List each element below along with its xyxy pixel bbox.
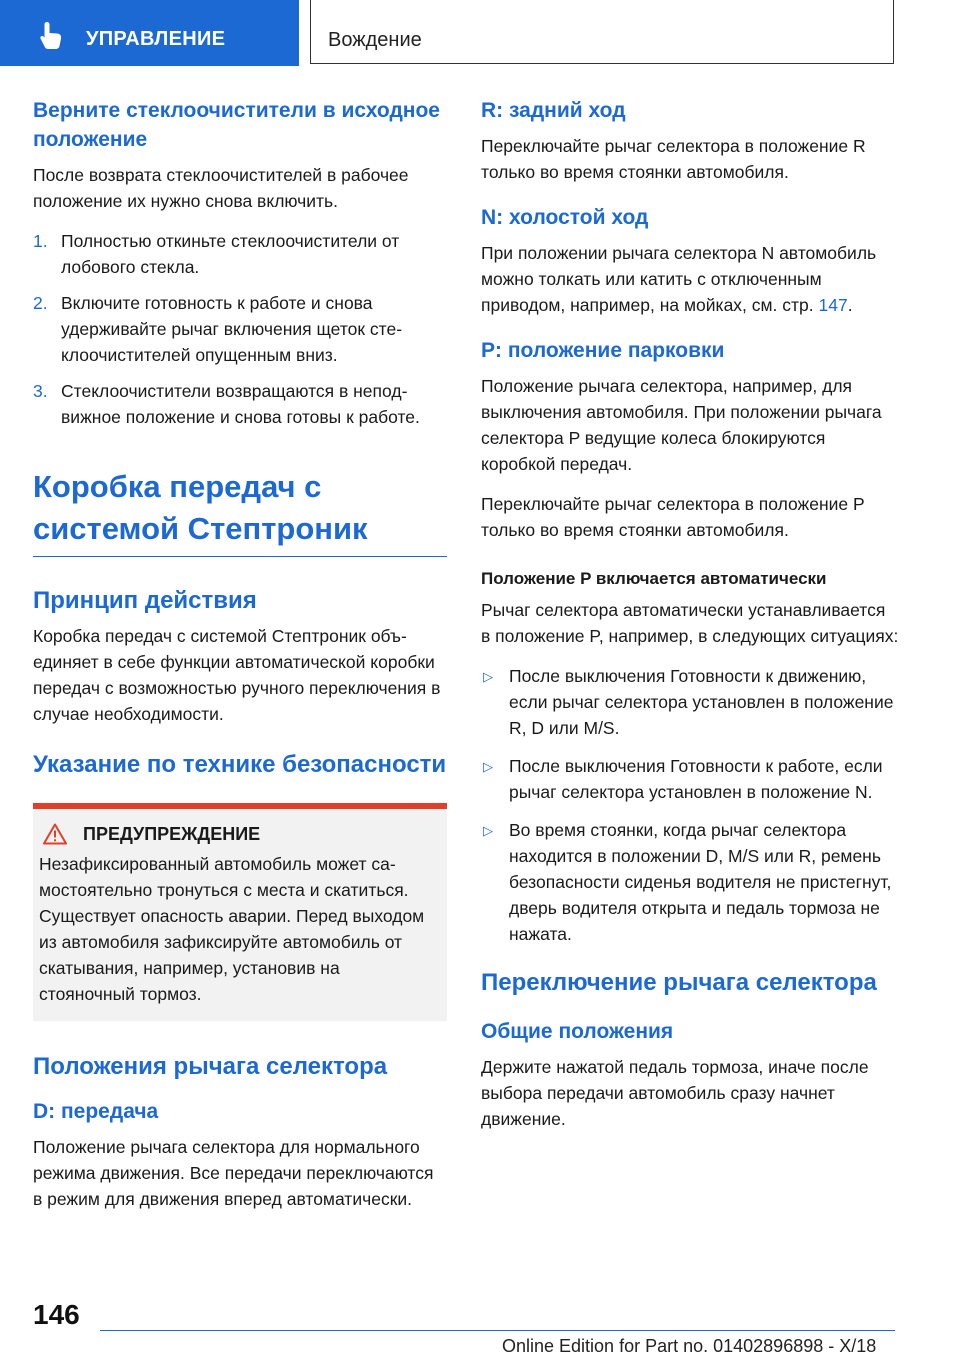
warning-box bbox=[33, 803, 447, 1021]
page-number: 146 bbox=[33, 1299, 80, 1330]
r-text: Переключайте рычаг селектора в положение R только во время стоянки автомобиля. bbox=[481, 136, 866, 182]
r-heading: R: задний ход bbox=[481, 99, 626, 122]
auto-heading: Положение P включается автоматически bbox=[481, 569, 827, 588]
safety-heading: Указание по технике безопасности bbox=[33, 751, 447, 778]
wipers-intro: После возврата стеклоочистителей в рабочее положение их нужно снова включить. bbox=[33, 165, 409, 211]
switch-heading: Переключение рычага селектора bbox=[481, 969, 877, 996]
step-text: Стеклоочистители возвращаются в неподвижное положение и снова готовы к работе. bbox=[61, 381, 420, 427]
list-item-text: После выключения Готовности к движению, если рычаг селектора установлен в положение R, D или M/S. bbox=[509, 666, 894, 738]
general-text: Держите нажатой педаль тормоза, иначе после выбора передачи автомобиль сразу начнет движение. bbox=[481, 1057, 869, 1129]
step-number: 1. bbox=[33, 231, 48, 251]
wipers-heading: Верните стеклоочистители в исходное положение bbox=[33, 99, 440, 151]
gearbox-heading: Коробка передач с системой Стептроник bbox=[33, 469, 368, 546]
d-heading: D: передача bbox=[33, 1100, 159, 1123]
warning-triangle-icon bbox=[43, 823, 67, 845]
list-item bbox=[33, 228, 447, 280]
page-header bbox=[0, 0, 960, 66]
list-item-text: Во время стоянки, когда рычаг селектора находится в положении D, M/S или R, ремень безопасности сиденья водителя не пристегнут, дверь водителя открыта и педаль тормоза не нажата. bbox=[509, 820, 892, 944]
list-item bbox=[33, 378, 447, 430]
bullet-triangle-icon: ▷ bbox=[483, 759, 493, 774]
step-number: 3. bbox=[33, 381, 48, 401]
principle-heading: Принцип действия bbox=[33, 587, 257, 614]
n-text-body: При положении рычага селектора N автомобиль можно толкать или катить с отключенным приводом, например, на мойках, см. стр. bbox=[481, 243, 877, 315]
right-column bbox=[481, 96, 899, 1146]
p-heading: P: положение парковки bbox=[481, 339, 725, 362]
list-item bbox=[481, 817, 899, 947]
warning-header bbox=[39, 823, 439, 845]
step-number: 2. bbox=[33, 293, 48, 313]
section-tab[interactable] bbox=[0, 0, 299, 66]
n-text-end: . bbox=[847, 295, 853, 315]
auto-text: Рычаг селектора автоматически устанавливается в положение P, например, в следующих ситуациях: bbox=[481, 600, 899, 646]
positions-heading: Положения рычага селектора bbox=[33, 1053, 388, 1080]
principle-text: Коробка передач с системой Стептроник объединяет в себе функции автоматической коробки передач с возможностью ручного переключения в случае необходимости. bbox=[33, 626, 441, 724]
general-heading: Общие положения bbox=[481, 1020, 674, 1043]
heading-divider bbox=[33, 556, 447, 557]
bullet-triangle-icon: ▷ bbox=[483, 823, 493, 838]
p-text-2: Переключайте рычаг селектора в положение P только во время стоянки автомобиля. bbox=[481, 494, 865, 540]
hand-pointer-icon bbox=[38, 20, 66, 50]
warning-title: ПРЕДУПРЕЖДЕНИЕ bbox=[83, 823, 261, 844]
list-item bbox=[481, 753, 899, 805]
bullet-triangle-icon: ▷ bbox=[483, 669, 493, 684]
list-item bbox=[33, 290, 447, 368]
p-text-1: Положение рычага селектора, например, для выключения автомобиля. При положении рычага селектора P ведущие колеса блокируются коробкой передач. bbox=[481, 376, 882, 474]
footer-divider bbox=[100, 1330, 895, 1331]
list-item bbox=[481, 663, 899, 741]
n-heading: N: холостой ход bbox=[481, 206, 649, 229]
list-item-text: После выключения Готовности к работе, если рычаг селектора установлен в положение N. bbox=[509, 756, 883, 802]
edition-text: Online Edition for Part no. 01402896898 - X/18 bbox=[502, 1336, 877, 1356]
auto-list bbox=[481, 663, 899, 947]
d-text: Положение рычага селектора для нормального режима движения. Все передачи переключаются в режим для движения вперед автоматически. bbox=[33, 1137, 434, 1209]
n-text bbox=[481, 240, 899, 318]
chapter-tab[interactable] bbox=[310, 0, 894, 64]
chapter-label: Вождение bbox=[328, 29, 422, 51]
wipers-steps bbox=[33, 228, 447, 430]
section-label: УПРАВЛЕНИЕ bbox=[86, 28, 226, 50]
left-column bbox=[33, 96, 447, 1226]
warning-text: Незафиксированный автомобиль может самостоятельно тронуться с места и скатиться. Существует опасность аварии. Перед выходом из автомобиля зафиксируйте автомобиль от скатывания, например, установив на стояночный тормоз. bbox=[39, 854, 425, 1004]
step-text: Полностью откиньте стеклоочистители от лобового стекла. bbox=[61, 231, 400, 277]
step-text: Включите готовность к работе и снова удерживайте рычаг включения щеток стеклоочистителей опущенным вниз. bbox=[61, 293, 403, 365]
page-link[interactable]: 147 bbox=[818, 295, 848, 315]
